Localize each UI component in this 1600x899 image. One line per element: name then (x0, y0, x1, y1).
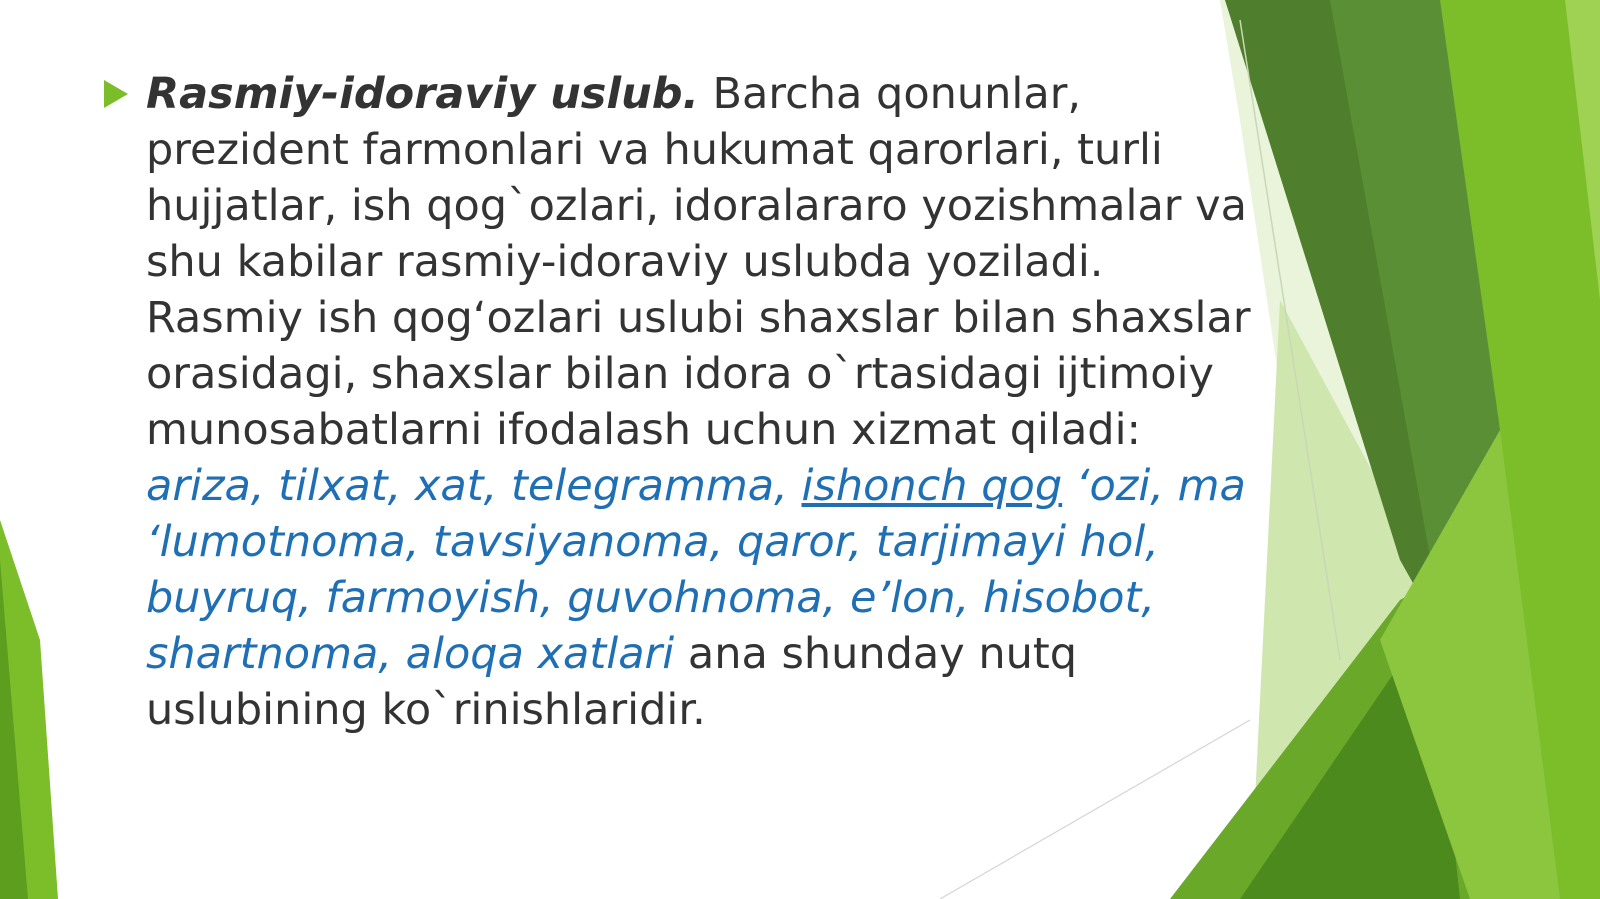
slide-content (104, 66, 1264, 738)
ishonch-qogozi-link[interactable]: ishonch qog (801, 461, 1063, 511)
bullet-paragraph (146, 66, 1264, 738)
triangle-bullet-icon (104, 80, 128, 108)
paragraph-tail: ana shunday nutq uslubining ko`rinishlaridir. (146, 629, 1078, 735)
paragraph-body: Barcha qonunlar, prezident farmonlari va hukumat qarorlari, turli hujjatlar, ish qog`ozlari, idoralararo yozishmalar va shu kabilar rasmiy-idoraviy uslubda yoziladi. Rasmiy ish qog‘ozlari uslubi shaxslar bilan shaxslar orasidagi, shaxslar bilan idora o`rtasidagi ijtimoiy munosabatlarni ifodalash uchun xizmat qiladi: (146, 69, 1251, 455)
paragraph-lead: Rasmiy-idoraviy uslub. (146, 69, 699, 119)
examples-rest: ‘ozi, ma ‘lumotnoma, tavsiyanoma, qaror, tarjimayi hol, buyruq, farmoyish, guvohnoma, e’lon, hisobot, shartnoma, aloqa xatlari (146, 461, 1246, 679)
examples-start: ariza, tilxat, xat, telegramma, (146, 461, 802, 511)
